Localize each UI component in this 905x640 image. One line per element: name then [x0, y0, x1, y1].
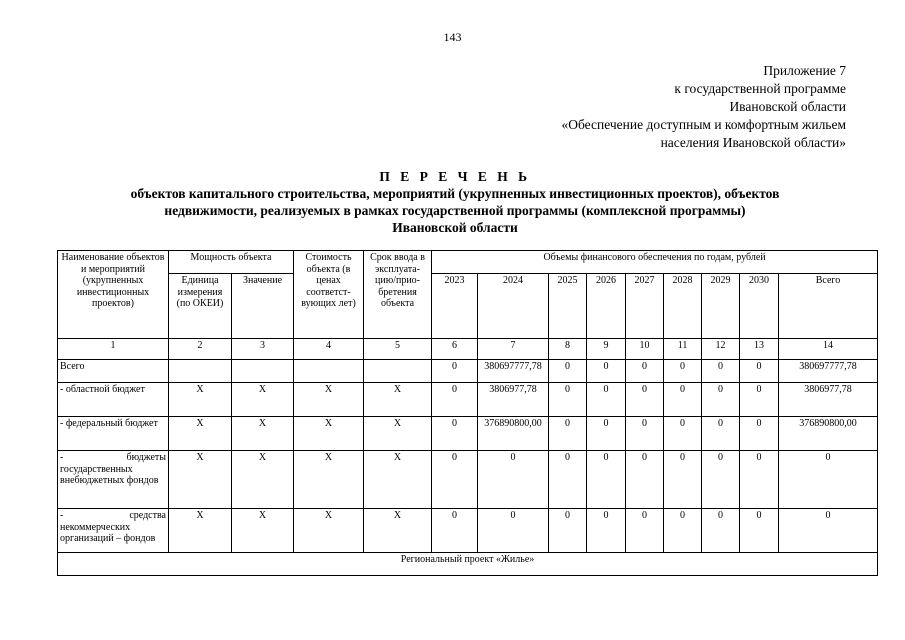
table-row-total	[58, 360, 878, 383]
table-row	[58, 509, 878, 553]
header-year: 2029	[702, 274, 740, 339]
row-name: - средства некоммерческих организаций – фондов	[58, 509, 169, 553]
cell: 380697777,78	[779, 360, 878, 383]
cell: 0	[549, 383, 587, 417]
cell: 0	[587, 509, 626, 553]
cell: 0	[587, 360, 626, 383]
header-total: Всего	[779, 274, 878, 339]
cell: 0	[664, 451, 702, 509]
header-capacity-group: Мощность объекта	[169, 251, 294, 274]
cell: 0	[432, 383, 478, 417]
cell: 0	[702, 417, 740, 451]
table-row	[58, 383, 878, 417]
cell: X	[294, 451, 364, 509]
appendix-line: к государственной программе	[674, 81, 846, 96]
cell	[232, 360, 294, 383]
appendix-line: Ивановской области	[729, 99, 846, 114]
cell: X	[294, 383, 364, 417]
cell: 0	[549, 360, 587, 383]
cell: X	[232, 383, 294, 417]
cell: 0	[779, 451, 878, 509]
cell: X	[364, 451, 432, 509]
column-numbers-row	[58, 339, 878, 360]
header-year: 2025	[549, 274, 587, 339]
column-number: 13	[740, 339, 779, 360]
cell: 0	[664, 509, 702, 553]
cell: X	[232, 417, 294, 451]
cell: X	[364, 417, 432, 451]
column-number: 12	[702, 339, 740, 360]
row-name: - федеральный бюджет	[58, 417, 169, 451]
cell	[294, 360, 364, 383]
cell: 380697777,78	[478, 360, 549, 383]
cell: X	[232, 451, 294, 509]
cell: 0	[740, 451, 779, 509]
header-capacity-unit: Единица измерения (по ОКЕИ)	[169, 274, 232, 339]
table-row	[58, 451, 878, 509]
objects-table	[57, 250, 878, 576]
document-title: П Е Р Е Ч Е Н Ь	[379, 169, 531, 184]
cell: 3806977,78	[478, 383, 549, 417]
cell: 0	[478, 451, 549, 509]
cell: X	[364, 383, 432, 417]
header-funding-group: Объемы финансового обеспечения по годам, рублей	[432, 251, 878, 274]
header-year: 2030	[740, 274, 779, 339]
cell: 376890800,00	[779, 417, 878, 451]
regional-project-label: Региональный проект «Жилье»	[58, 553, 878, 576]
cell: 0	[702, 451, 740, 509]
cell: 0	[626, 509, 664, 553]
table-header-row	[58, 274, 878, 339]
cell: 0	[626, 451, 664, 509]
cell: 0	[587, 451, 626, 509]
cell: X	[294, 417, 364, 451]
cell: 3806977,78	[779, 383, 878, 417]
header-year: 2026	[587, 274, 626, 339]
appendix-line: Приложение 7	[763, 63, 846, 78]
column-number: 7	[478, 339, 549, 360]
cell: 0	[432, 360, 478, 383]
header-name-column: Наименование объектов и мероприятий (укрупненных инвестиционных проектов)	[58, 251, 169, 339]
header-commissioning: Срок ввода в эксплуата-цию/прио-бретения объекта	[364, 251, 432, 339]
cell: 0	[702, 383, 740, 417]
table-header-row	[58, 251, 878, 274]
cell: X	[232, 509, 294, 553]
row-name: Всего	[58, 360, 169, 383]
cell: 0	[626, 383, 664, 417]
column-number: 6	[432, 339, 478, 360]
appendix-line: «Обеспечение доступным и комфортным жильем	[561, 117, 846, 132]
cell: 0	[478, 509, 549, 553]
cell: 0	[549, 509, 587, 553]
cell: 0	[740, 360, 779, 383]
column-number: 10	[626, 339, 664, 360]
column-number: 9	[587, 339, 626, 360]
column-number: 1	[58, 339, 169, 360]
column-number: 11	[664, 339, 702, 360]
cell: 0	[702, 360, 740, 383]
cell: 0	[664, 383, 702, 417]
cell: 0	[740, 509, 779, 553]
cell: 0	[740, 383, 779, 417]
cell: X	[169, 417, 232, 451]
cell: 0	[702, 509, 740, 553]
page-number: 143	[443, 30, 462, 44]
cell: 0	[549, 451, 587, 509]
column-number: 4	[294, 339, 364, 360]
cell: 0	[432, 509, 478, 553]
document-subtitle-line: Ивановской области	[392, 220, 518, 235]
cell: 0	[664, 417, 702, 451]
cell: 0	[432, 417, 478, 451]
cell	[364, 360, 432, 383]
cell: 0	[626, 360, 664, 383]
cell: 0	[779, 509, 878, 553]
header-year: 2027	[626, 274, 664, 339]
header-capacity-value: Значение	[232, 274, 294, 339]
column-number: 14	[779, 339, 878, 360]
row-name: - бюджеты государственных внебюджетных фондов	[58, 451, 169, 509]
appendix-caption	[561, 62, 846, 152]
row-name: - областной бюджет	[58, 383, 169, 417]
document-subtitle-line: объектов капитального строительства, мероприятий (укрупненных инвестиционных проектов), объектов	[130, 186, 780, 201]
document-subtitle-line: недвижимости, реализуемых в рамках государственной программы (комплексной программы)	[164, 203, 746, 218]
cell: X	[169, 383, 232, 417]
cell: X	[294, 509, 364, 553]
cell: X	[364, 509, 432, 553]
cell: 0	[587, 417, 626, 451]
cell: 0	[549, 417, 587, 451]
column-number: 2	[169, 339, 232, 360]
document-heading	[60, 168, 850, 236]
cell	[169, 360, 232, 383]
header-year: 2024	[478, 274, 549, 339]
header-cost: Стоимость объекта (в ценах соответст-вующих лет)	[294, 251, 364, 339]
column-number: 8	[549, 339, 587, 360]
cell: 0	[432, 451, 478, 509]
cell: 0	[664, 360, 702, 383]
table-row	[58, 417, 878, 451]
cell: 376890800,00	[478, 417, 549, 451]
column-number: 5	[364, 339, 432, 360]
cell: 0	[740, 417, 779, 451]
cell: 0	[626, 417, 664, 451]
cell: X	[169, 509, 232, 553]
table-section-row	[58, 553, 878, 576]
header-year: 2023	[432, 274, 478, 339]
header-year: 2028	[664, 274, 702, 339]
column-number: 3	[232, 339, 294, 360]
cell: 0	[587, 383, 626, 417]
appendix-line: населения Ивановской области»	[660, 135, 846, 150]
cell: X	[169, 451, 232, 509]
